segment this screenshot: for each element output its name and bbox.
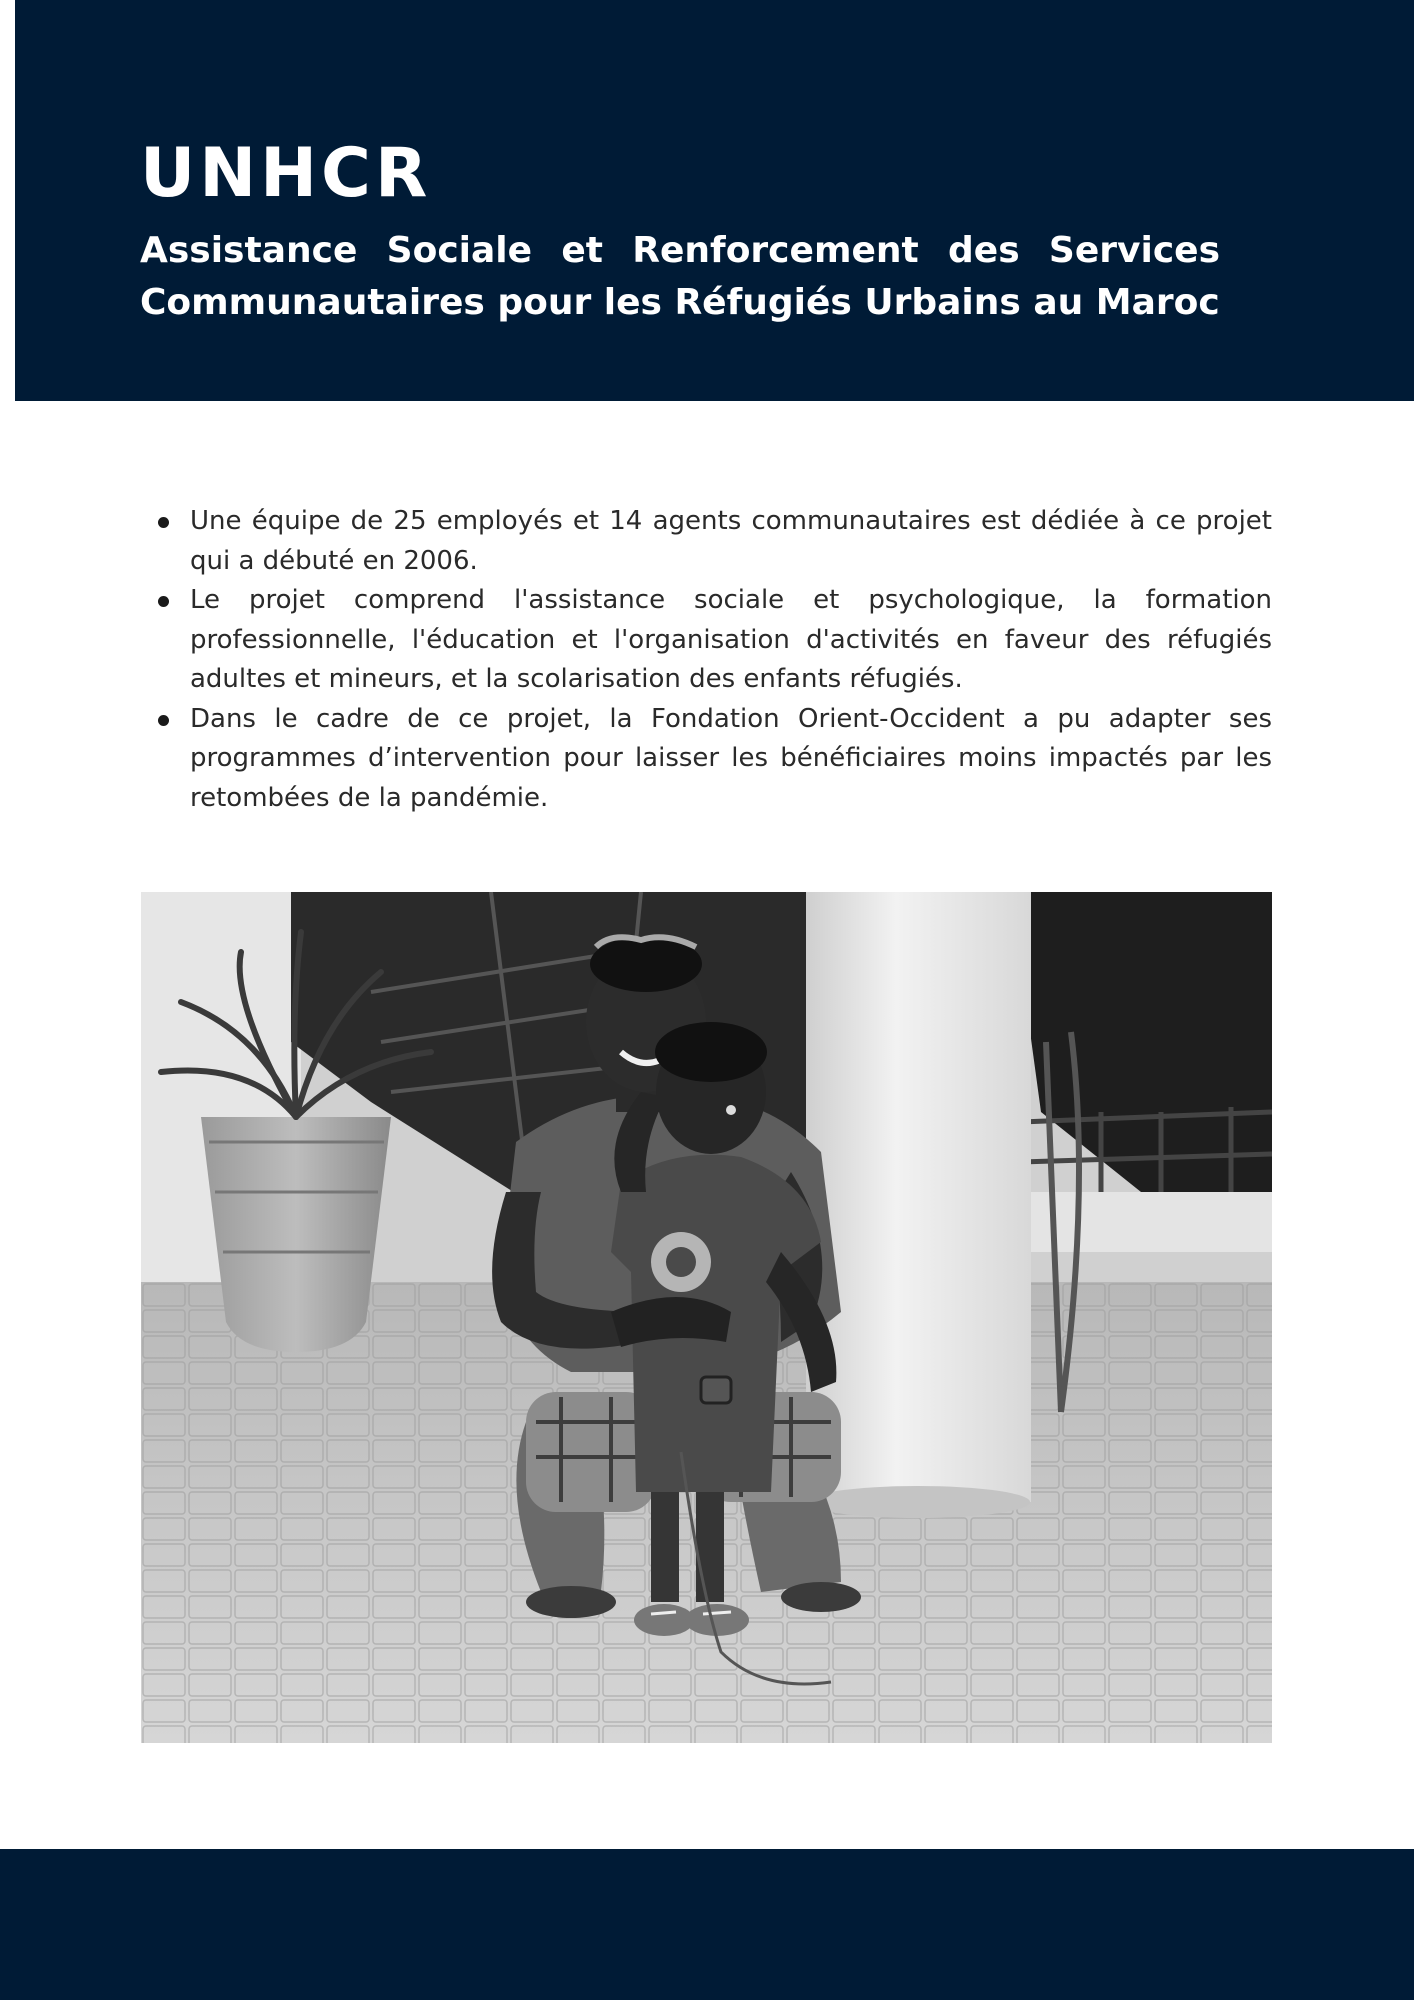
list-item	[150, 502, 1272, 581]
photo-man-and-child	[141, 892, 1272, 1743]
project-title	[140, 225, 1220, 329]
footer-band	[0, 1849, 1414, 2000]
bullet-text: Une équipe de 25 employés et 14 agents communautaires est dédiée à ce projet qui a débuté en 2006.	[190, 506, 1272, 576]
bullet-icon	[158, 517, 169, 528]
project-title-line-2: Communautaires pour les Réfugiés Urbains au Maroc	[140, 282, 1220, 323]
bullet-list	[150, 502, 1272, 818]
photo-illustration	[141, 892, 1272, 1743]
bullet-icon	[158, 596, 169, 607]
bullet-text: Le projet comprend l'assistance sociale et psychologique, la formation professionnelle, l'éducation et l'organisation d'activités en faveur des réfugiés adultes et mineurs, et la scolarisation des enfants réfugiés.	[190, 585, 1272, 694]
list-item	[150, 700, 1272, 819]
bullet-text: Dans le cadre de ce projet, la Fondation Orient-Occident a pu adapter ses programmes d’intervention pour laisser les bénéficiaires moins impactés par les retombées de la pandémie.	[190, 703, 1272, 813]
list-item	[150, 581, 1272, 700]
project-title-line-1: Assistance Sociale et Renforcement des Services	[140, 230, 1220, 271]
bullet-icon	[158, 715, 169, 726]
org-title: UNHCR	[140, 134, 432, 213]
